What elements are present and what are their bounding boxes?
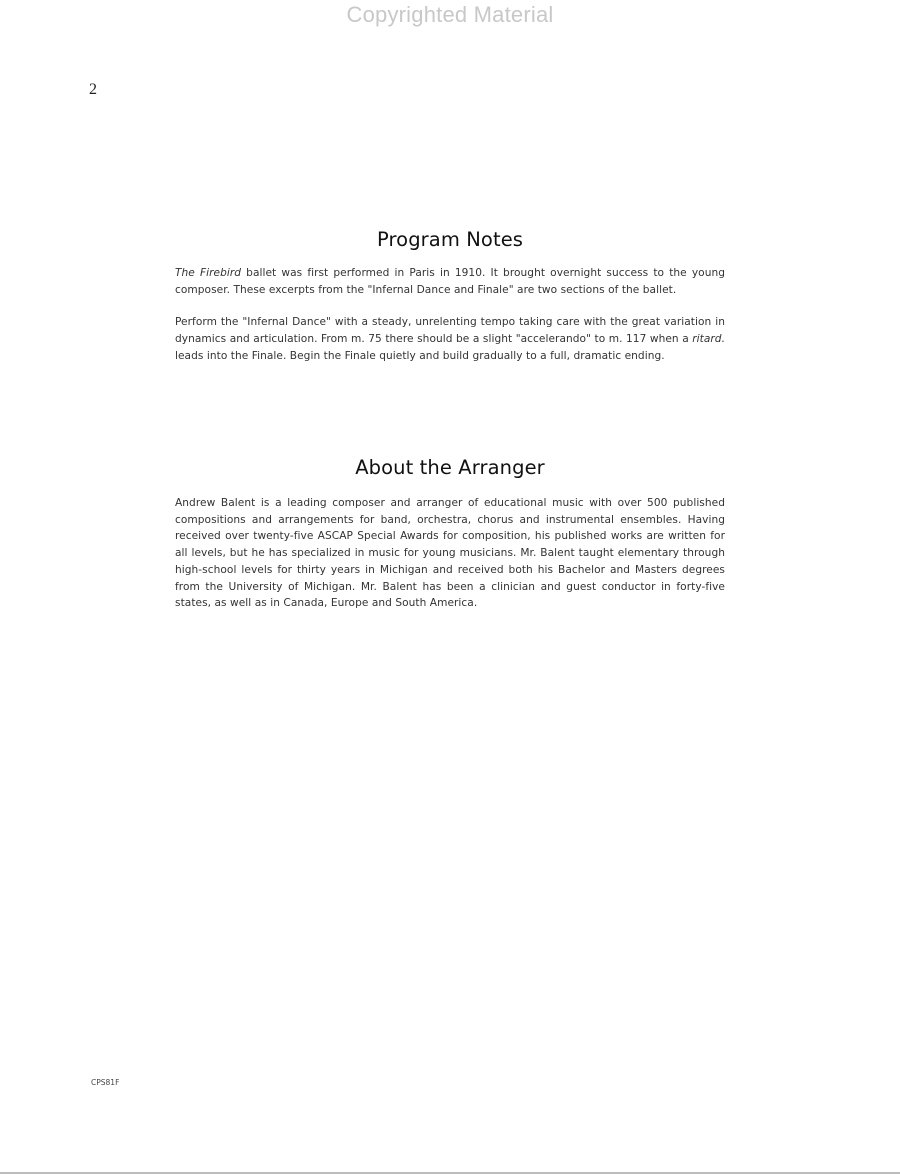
- ritard-term: ritard.: [692, 333, 725, 346]
- program-notes-paragraph-2: [175, 314, 725, 364]
- about-arranger-heading: About the Arranger: [355, 456, 545, 479]
- page-number: 2: [89, 81, 97, 98]
- program-notes-paragraph-2-text-a: Perform the "Infernal Dance" with a steady, unrelenting tempo taking care with the great variation in dynamics and articulation. From m. 75 there should be a slight "accelerando" to m. 117 when a: [175, 316, 725, 346]
- catalog-code: CPS81F: [91, 1078, 120, 1087]
- ballet-title: The Firebird: [175, 267, 242, 279]
- about-arranger-section: [175, 456, 725, 612]
- program-notes-paragraph-1: [175, 265, 725, 298]
- program-notes-heading: Program Notes: [376, 228, 524, 251]
- about-arranger-paragraph: Andrew Balent is a leading composer and arranger of educational music with over 500 published compositions and arrangements for band, orchestra, chorus and instrumental ensembles. Having received over twenty-five ASCAP Special Awards for composition, his published works are written for all levels, but he has specialized in music for young musicians. Mr. Balent taught elementary through high-school levels for thirty years in Michigan and received both his Bachelor and Masters degrees from the University of Michigan. Mr. Balent has been a clinician and guest conductor in forty-five states, as well as in Canada, Europe and South America.: [175, 497, 725, 610]
- program-notes-paragraph-2-text-b: leads into the Finale. Begin the Finale quietly and build gradually to a full, dramatic ending.: [175, 349, 665, 362]
- program-notes-section: [175, 228, 725, 365]
- copyright-watermark: Copyrighted Material: [346, 2, 554, 27]
- program-notes-paragraph-1-text: ballet was first performed in Paris in 1910. It brought overnight success to the young composer. These excerpts from the "Infernal Dance and Finale" are two sections of the ballet.: [175, 267, 726, 296]
